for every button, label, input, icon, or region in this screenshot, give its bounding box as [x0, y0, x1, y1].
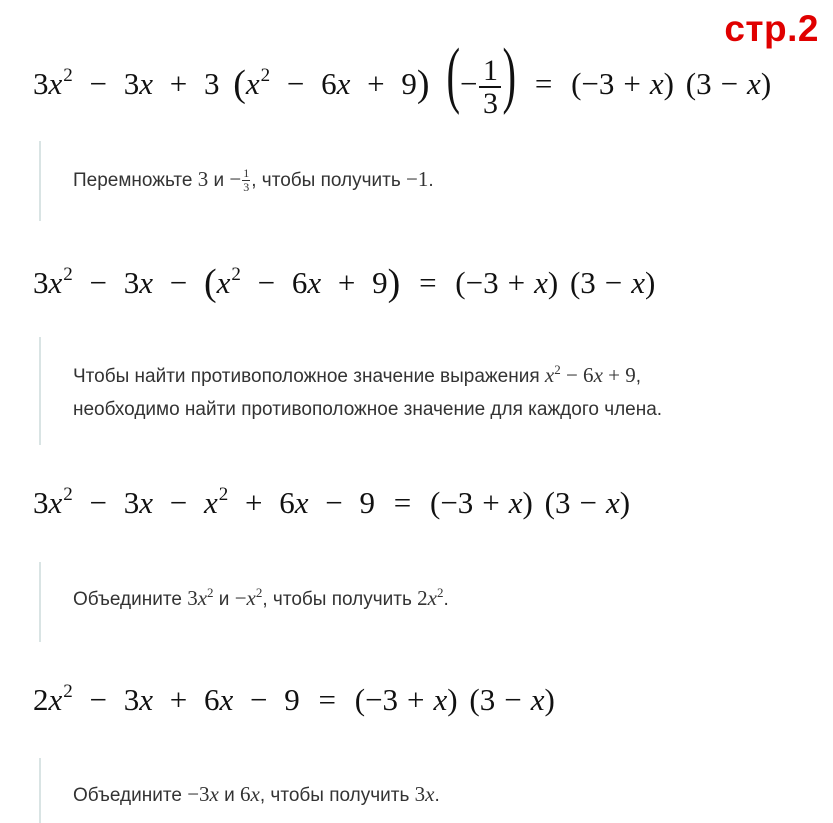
term: 3 — [204, 66, 220, 101]
note-text: и — [208, 170, 230, 191]
math-exponent: 2 — [436, 585, 444, 600]
variable: x — [219, 682, 234, 717]
operator: − — [169, 265, 188, 300]
operator: + — [169, 66, 188, 101]
equals-sign: = — [534, 66, 553, 101]
operator: + — [482, 485, 500, 520]
note-text: , чтобы получить — [251, 170, 406, 191]
math-exponent: 2 — [255, 585, 263, 600]
equation-step-3 — [33, 484, 631, 520]
small-fraction — [242, 167, 250, 194]
variable: x — [336, 66, 351, 101]
variable: x — [216, 265, 231, 300]
paren-open: ( — [544, 485, 555, 520]
term: 6 — [279, 485, 295, 520]
paren-close: ) — [522, 485, 533, 520]
operator: + — [169, 682, 188, 717]
note-text: , чтобы получить — [259, 785, 415, 806]
operator: − — [89, 66, 107, 101]
operator: − — [720, 66, 739, 101]
operator: − — [286, 66, 305, 101]
math-variable: x — [197, 586, 208, 610]
note-text: и — [218, 785, 241, 806]
variable: x — [534, 265, 548, 300]
term: −3 — [465, 265, 499, 300]
note-text: Перемножьте — [73, 170, 198, 191]
paren-close: ) — [547, 265, 559, 300]
operator: + — [337, 265, 356, 300]
variable: x — [649, 66, 664, 101]
operator: + — [367, 66, 385, 101]
operator: − — [579, 485, 597, 520]
math-variable: x — [593, 363, 603, 387]
note-text: . — [434, 785, 440, 806]
paren-close: ) — [619, 485, 631, 520]
operator: − — [325, 485, 343, 520]
paren-close-large: ) — [503, 34, 517, 116]
paren-close: ) — [447, 682, 458, 717]
operator: − — [504, 682, 522, 717]
note-text: , — [635, 366, 642, 387]
note-text: . — [428, 170, 434, 191]
operator: − — [604, 265, 623, 300]
variable: x — [530, 682, 545, 717]
operator: − — [89, 265, 107, 300]
term: 9 — [284, 682, 300, 717]
exponent: 2 — [218, 484, 229, 505]
note-text: Объедините — [73, 785, 188, 806]
term: 2 — [33, 682, 49, 717]
variable: x — [48, 682, 63, 717]
exponent: 2 — [231, 264, 241, 285]
note-line: необходимо найти противоположное значение для каждого члена. — [73, 399, 663, 420]
term: 6 — [204, 682, 220, 717]
math-term: −1 — [406, 167, 429, 191]
paren-open: ( — [569, 265, 581, 300]
variable: x — [48, 66, 63, 101]
term: 3 — [33, 265, 49, 300]
operator: − — [250, 682, 268, 717]
note-text: и — [213, 589, 235, 610]
variable: x — [508, 485, 523, 520]
math-term: 6 — [240, 782, 251, 806]
operator: + — [507, 265, 526, 300]
variable: x — [433, 682, 448, 717]
math-term: 3 — [197, 167, 209, 191]
variable: x — [307, 265, 322, 300]
variable: x — [631, 265, 646, 300]
paren-open: ( — [204, 262, 217, 304]
term: 3 — [479, 682, 496, 717]
operator: − — [257, 265, 276, 300]
note-line — [73, 359, 662, 394]
explanation-step-4 — [39, 758, 440, 823]
fraction-denominator: 3 — [482, 86, 498, 120]
paren-open: ( — [685, 66, 697, 101]
math-variable: x — [544, 363, 555, 387]
term: 3 — [696, 66, 712, 101]
operator: + — [407, 682, 425, 717]
note-text: . — [443, 589, 449, 610]
fraction-numerator: 1 — [243, 166, 250, 181]
variable: x — [139, 682, 154, 717]
variable: x — [139, 265, 154, 300]
paren-open-large: ( — [446, 34, 461, 116]
exponent: 2 — [63, 65, 73, 86]
term: 9 — [401, 66, 417, 101]
math-exponent: 2 — [207, 585, 214, 600]
equals-sign: = — [318, 682, 336, 717]
variable: x — [48, 485, 63, 520]
term: 9 — [359, 485, 375, 520]
term: 3 — [123, 485, 140, 520]
term: 3 — [33, 66, 49, 101]
note-text: Чтобы найти противоположное значение выражения — [73, 366, 545, 387]
term: 6 — [321, 66, 337, 101]
paren-close: ) — [645, 265, 656, 300]
variable: x — [139, 485, 154, 520]
exponent: 2 — [63, 681, 73, 702]
term: −3 — [581, 66, 615, 101]
variable: x — [204, 485, 218, 520]
equation-step-4 — [33, 681, 555, 717]
paren-close: ) — [544, 682, 555, 717]
paren-close: ) — [760, 66, 772, 101]
math-variable: x — [425, 782, 435, 806]
paren-close: ) — [387, 262, 401, 304]
minus-sign: − — [229, 167, 242, 191]
paren-close: ) — [663, 66, 674, 101]
term: −3 — [440, 485, 474, 520]
math-term: − — [234, 586, 247, 610]
term: 9 — [372, 265, 388, 300]
note-text: Объедините — [73, 589, 188, 610]
term: 3 — [554, 485, 571, 520]
variable: x — [245, 66, 260, 101]
variable: x — [605, 485, 620, 520]
equation-step-1 — [33, 33, 771, 119]
fraction-numerator: 1 — [482, 53, 498, 87]
exponent: 2 — [63, 264, 73, 285]
term: 6 — [291, 265, 308, 300]
explanation-step-3 — [39, 562, 449, 642]
operator: − — [89, 485, 107, 520]
term: 3 — [123, 265, 140, 300]
paren-open: ( — [469, 682, 480, 717]
term: 3 — [580, 265, 596, 300]
term: −3 — [365, 682, 399, 717]
minus-sign: − — [459, 66, 478, 101]
exponent: 2 — [260, 65, 271, 86]
math-term: − 6 — [560, 363, 594, 387]
paren-open: ( — [455, 265, 466, 300]
operator: − — [89, 682, 107, 717]
paren-open: ( — [233, 63, 246, 105]
operator: + — [623, 66, 641, 101]
math-variable: x — [209, 782, 219, 806]
variable: x — [294, 485, 309, 520]
note-text: , чтобы получить — [262, 589, 418, 610]
variable: x — [747, 66, 761, 101]
fraction-denominator: 3 — [243, 180, 250, 195]
operator: + — [245, 485, 263, 520]
term: 3 — [33, 485, 49, 520]
paren-open: ( — [429, 485, 441, 520]
math-term: 3 — [187, 586, 198, 610]
math-term: −3 — [187, 782, 210, 806]
math-term: 2 — [417, 586, 428, 610]
variable: x — [48, 265, 63, 300]
paren-open: ( — [571, 66, 582, 101]
math-term: + 9 — [602, 363, 636, 387]
paren-close: ) — [416, 63, 430, 105]
equation-step-2 — [33, 262, 656, 304]
explanation-step-2 — [39, 337, 662, 445]
variable: x — [139, 66, 154, 101]
term: 3 — [123, 682, 140, 717]
math-variable: x — [246, 586, 256, 610]
explanation-step-1 — [39, 141, 434, 221]
math-variable: x — [427, 586, 437, 610]
page-label: стр.2 — [724, 8, 819, 49]
operator: − — [169, 485, 188, 520]
exponent: 2 — [63, 484, 73, 505]
equals-sign: = — [419, 265, 437, 300]
term: 3 — [123, 66, 140, 101]
equals-sign: = — [393, 485, 412, 520]
math-variable: x — [250, 782, 260, 806]
math-term: 3 — [414, 782, 426, 806]
paren-open: ( — [354, 682, 366, 717]
fraction — [479, 55, 501, 120]
math-exponent: 2 — [554, 362, 561, 377]
